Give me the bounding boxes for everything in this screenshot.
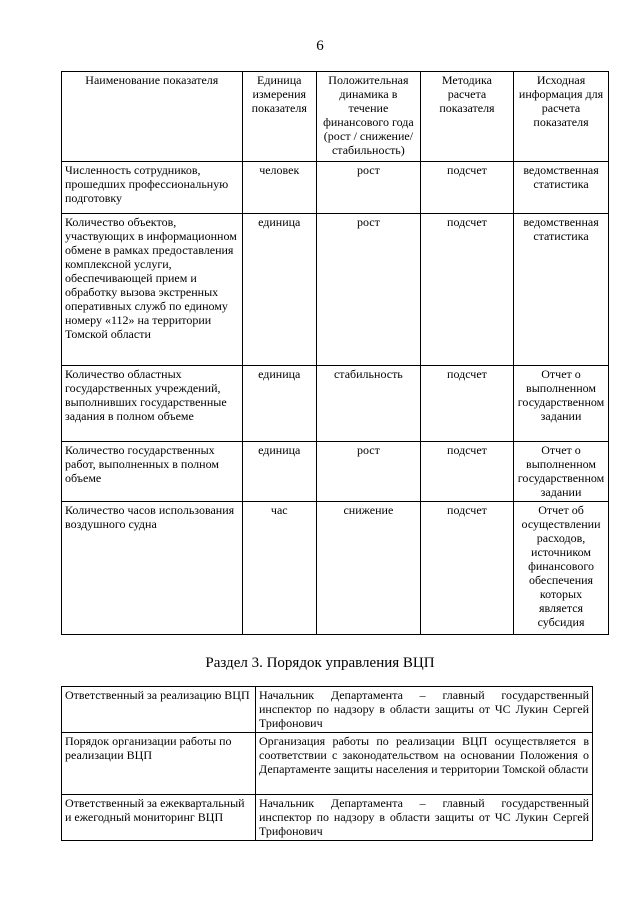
header-cell: Наименование показателя <box>62 72 243 162</box>
table-cell: единица <box>242 366 316 442</box>
table-row <box>62 162 609 214</box>
table-row <box>62 442 609 502</box>
table-cell: подсчет <box>420 442 513 502</box>
table-cell: Ответственный за ежеквартальный и ежегодный мониторинг ВЦП <box>62 795 256 841</box>
section-title: Раздел 3. Порядок управления ВЦП <box>205 655 435 671</box>
table-cell: час <box>242 502 316 635</box>
table-cell: Количество часов использования воздушного судна <box>62 502 243 635</box>
table-cell: Ответственный за реализацию ВЦП <box>62 687 256 733</box>
table-cell: рост <box>316 162 420 214</box>
table-cell: Количество объектов, участвующих в информационном обмене в рамках предоставления комплексной услуги, обеспечивающей прием и обработку вызова экстренных оперативных служб по единому номеру «112» на территории Томской области <box>62 214 243 366</box>
table-cell: снижение <box>316 502 420 635</box>
table-cell: подсчет <box>420 502 513 635</box>
table-row <box>62 502 609 635</box>
table-cell: Количество областных государственных учреждений, выполнивших государственные задания в полном объеме <box>62 366 243 442</box>
header-cell: Положительная динамика в течение финансового года (рост / снижение/ стабильность) <box>316 72 420 162</box>
table-cell: Отчет об осуществлении расходов, источником финансового обеспечения которых является субсидия <box>514 502 609 635</box>
table-row <box>62 214 609 366</box>
table-cell: единица <box>242 214 316 366</box>
table-cell: ведомственная статистика <box>514 214 609 366</box>
table-cell: стабильность <box>316 366 420 442</box>
table-header-row <box>62 72 609 162</box>
table-cell: подсчет <box>420 162 513 214</box>
page-number: 6 <box>316 38 324 54</box>
table-cell: Отчет о выполненном государственном задании <box>514 366 609 442</box>
management-table <box>61 686 593 841</box>
table-cell: ведомственная статистика <box>514 162 609 214</box>
table-row <box>62 795 593 841</box>
table-cell: Количество государственных работ, выполненных в полном объеме <box>62 442 243 502</box>
table-cell: подсчет <box>420 214 513 366</box>
table-cell: Порядок организации работы по реализации ВЦП <box>62 733 256 795</box>
table-cell: подсчет <box>420 366 513 442</box>
table-cell: Отчет о выполненном государственном задании <box>514 442 609 502</box>
table-cell: Начальник Департамента – главный государственный инспектор по надзору в области защиты от ЧС Лукин Сергей Трифонович <box>256 795 593 841</box>
header-cell: Исходная информация для расчета показателя <box>514 72 609 162</box>
table-cell: Организация работы по реализации ВЦП осуществляется в соответствии с законодательством на основании Положения о Департаменте защиты населения и территории Томской области <box>256 733 593 795</box>
table-cell: Начальник Департамента – главный государственный инспектор по надзору в области защиты от ЧС Лукин Сергей Трифонович <box>256 687 593 733</box>
indicators-table <box>61 71 609 635</box>
table-cell: человек <box>242 162 316 214</box>
table-row <box>62 366 609 442</box>
table-cell: рост <box>316 442 420 502</box>
table-cell: рост <box>316 214 420 366</box>
table-row <box>62 687 593 733</box>
table-cell: Численность сотрудников, прошедших профессиональную подготовку <box>62 162 243 214</box>
header-cell: Методика расчета показателя <box>420 72 513 162</box>
table-row <box>62 733 593 795</box>
table-cell: единица <box>242 442 316 502</box>
header-cell: Единица измерения показателя <box>242 72 316 162</box>
